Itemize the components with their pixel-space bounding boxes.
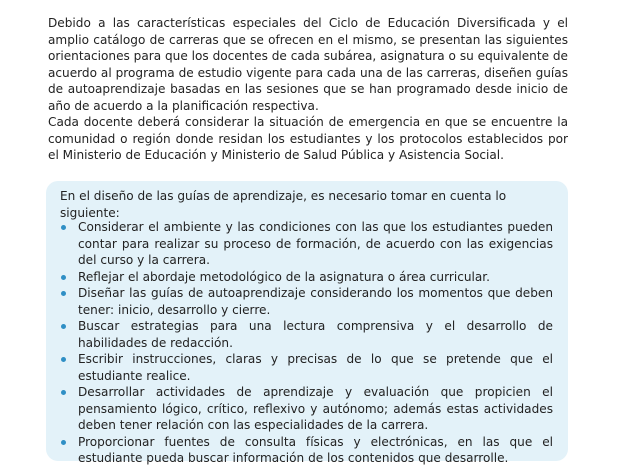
bullet-dot-icon [61,390,66,395]
list-item: Proporcionar fuentes de consulta físicas y electrónicas, en las que el estudiante pueda buscar información de los contenidos que desarrolle. [60,434,553,467]
emergency-paragraph: Cada docente deberá considerar la situación de emergencia en que se encuentre la comunidad o región donde residan los estudiantes y los protocolos establecidos por el Ministerio de Educación y Ministerio de Salud Pública y Asistencia Social. [48,115,568,162]
bullet-dot-icon [61,357,66,362]
bullet-dot-icon [61,225,66,230]
intro-paragraph: Debido a las características especiales del Ciclo de Educación Diversificada y el amplio catálogo de carreras que se ofrecen en el mismo, se presentan las siguientes orientaciones para que los docentes de cada subárea, asignatura o su equivalente de acuerdo al programa de estudio vigente para cada una de las carreras, diseñen guías de autoaprendizaje basadas en las sesiones que se han programado desde inicio de año de acuerdo a la planificación respectiva. [48,16,568,113]
list-item: Diseñar las guías de autoaprendizaje considerando los momentos que deben tener: inicio, desarrollo y cierre. [60,285,553,318]
bullet-dot-icon [61,275,66,280]
bullet-dot-icon [61,324,66,329]
list-item: Reflejar el abordaje metodológico de la asignatura o área curricular. [60,269,553,286]
guidelines-list [60,219,553,467]
guidelines-intro: En el diseño de las guías de aprendizaje, es necesario tomar en cuenta lo siguiente: [60,189,507,220]
list-item: Buscar estrategias para una lectura comprensiva y el desarrollo de habilidades de redacción. [60,318,553,351]
list-item: Considerar el ambiente y las condiciones con las que los estudiantes pueden contar para realizar su proceso de formación, de acuerdo con las exigencias del curso y la carrera. [60,219,553,269]
list-item: Escribir instrucciones, claras y precisas de lo que se pretende que el estudiante realice. [60,351,553,384]
bullet-dot-icon [61,440,66,445]
list-item: Desarrollar actividades de aprendizaje y evaluación que propicien el pensamiento lógico, crítico, reflexivo y autónomo; además estas actividades deben tener relación con las especialidades de la carrera. [60,384,553,434]
bullet-dot-icon [61,291,66,296]
